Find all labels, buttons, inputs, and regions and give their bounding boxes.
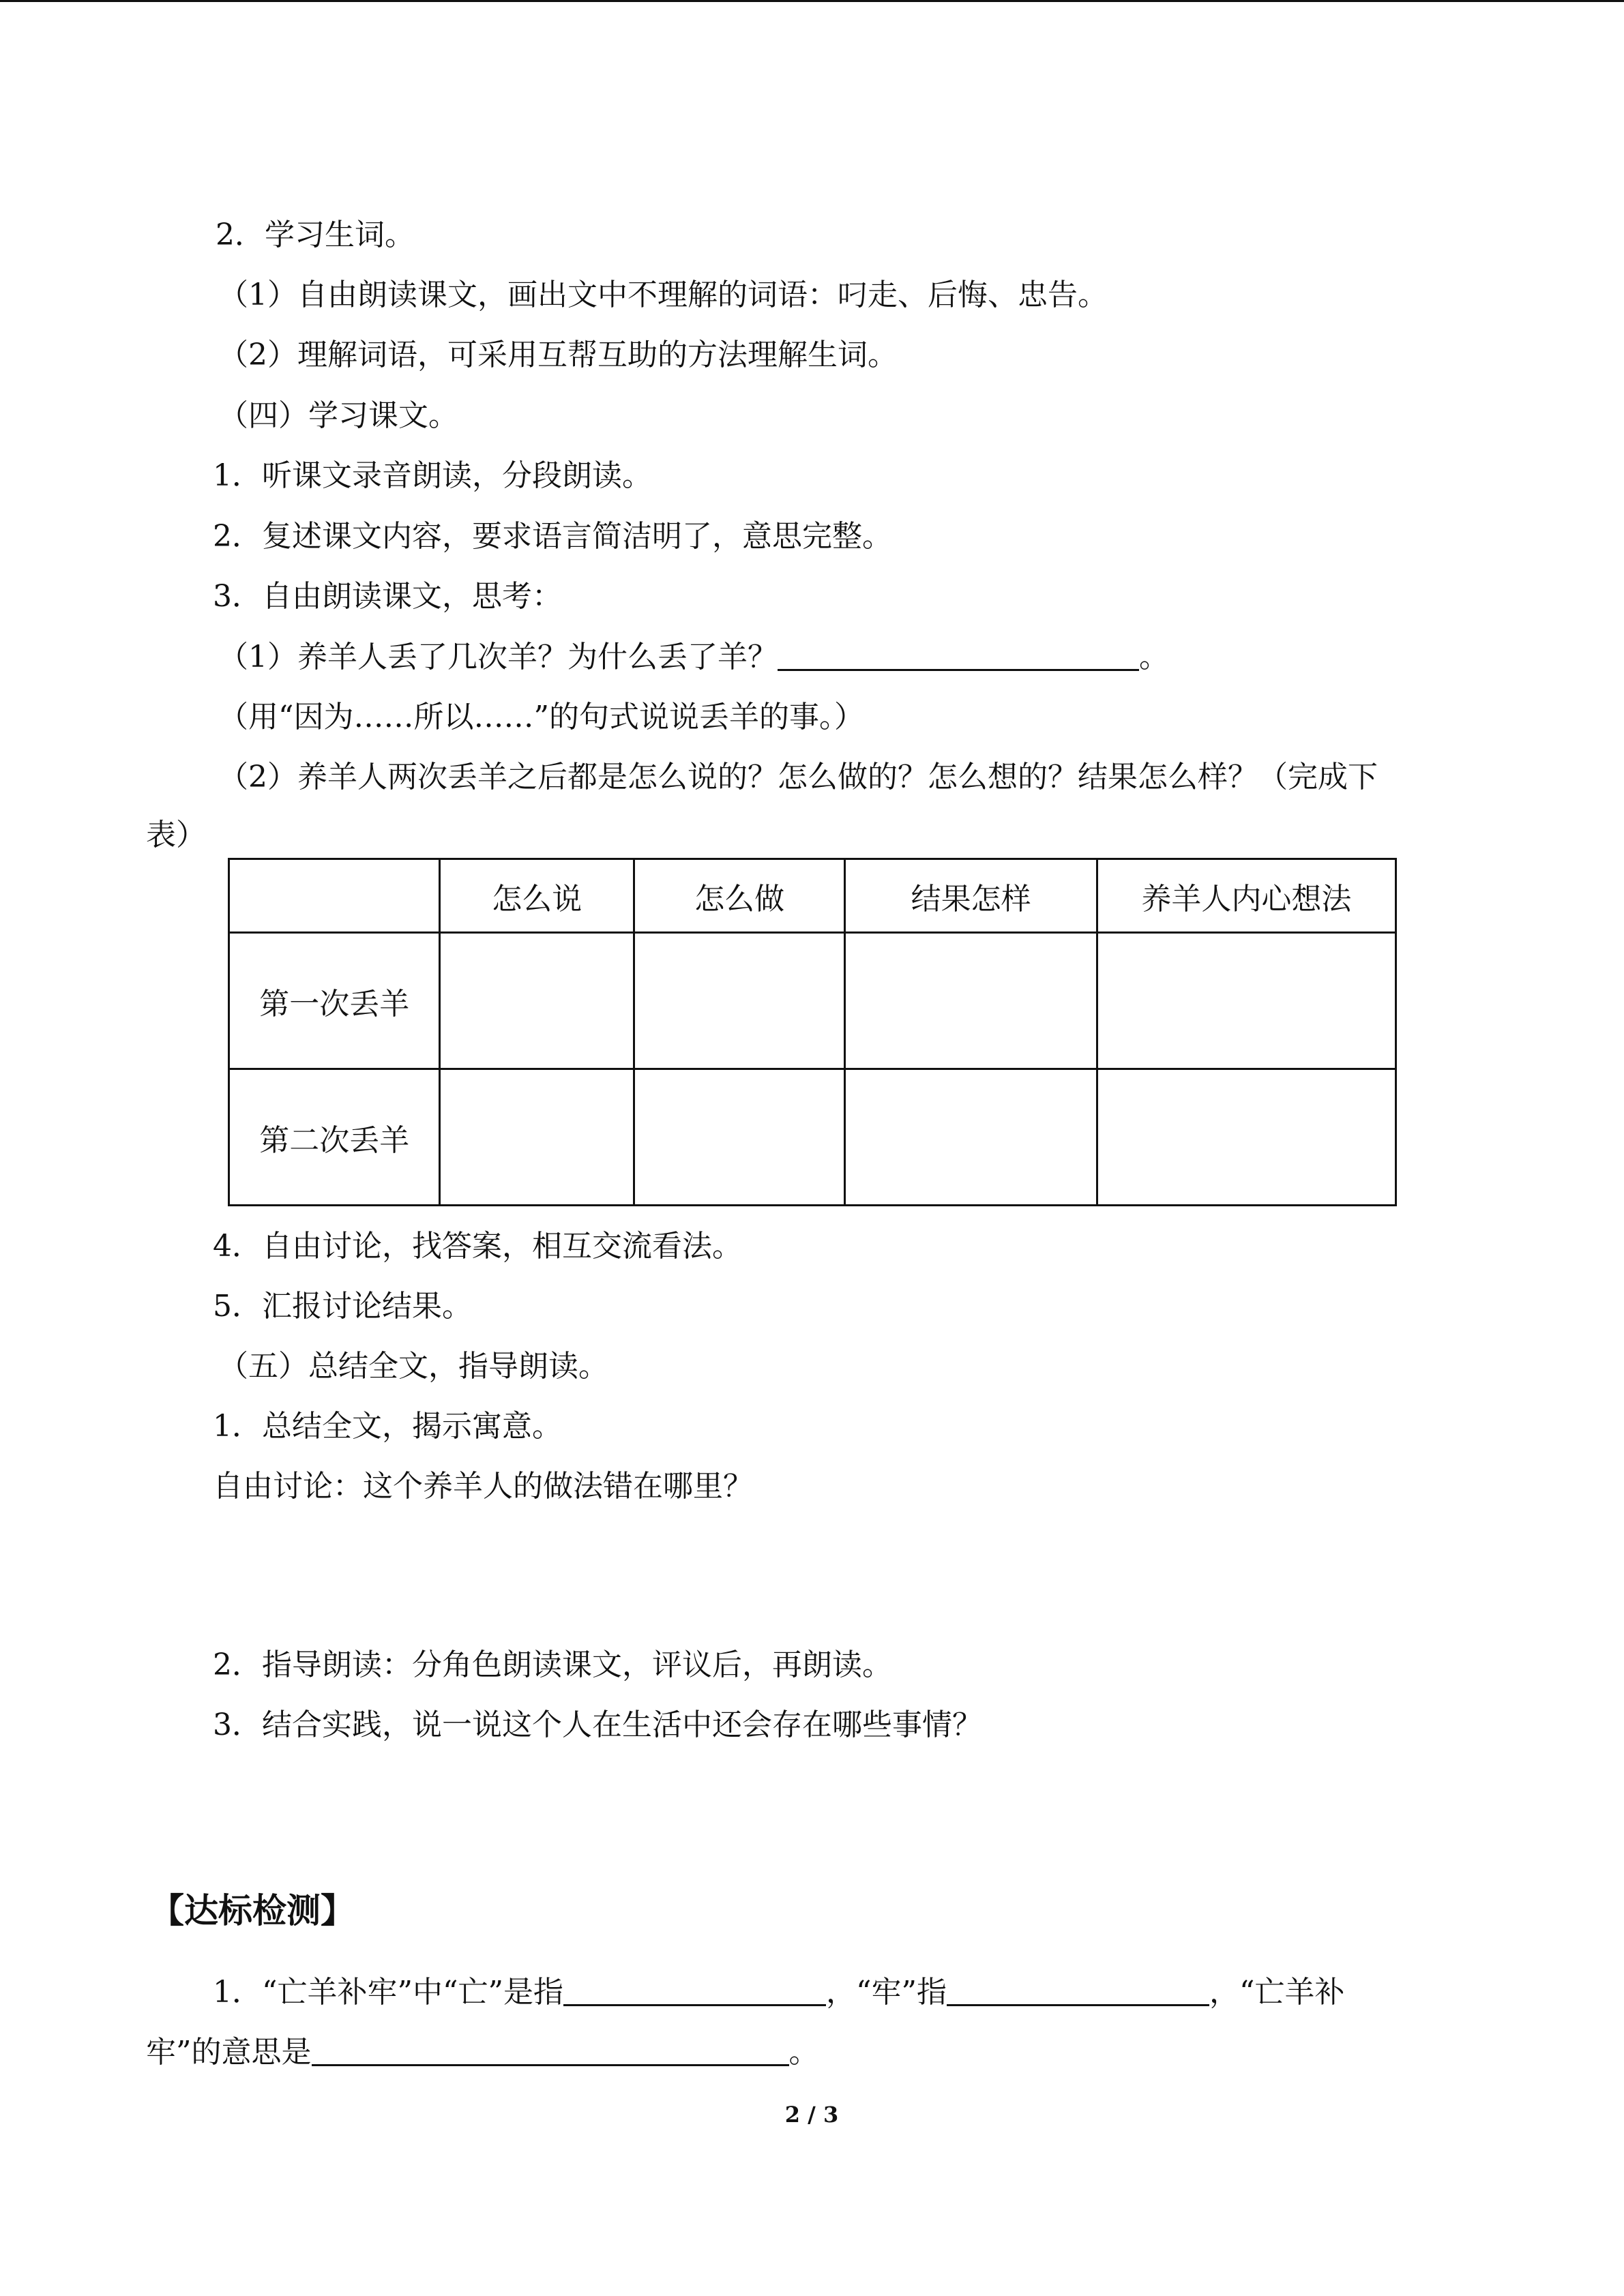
step-discuss: 4．自由讨论，找答案，相互交流看法。 — [213, 1229, 742, 1264]
q1-text-e: 。 — [788, 2035, 819, 2070]
table-cell[interactable] — [845, 933, 1097, 1069]
answer-blank-meaning[interactable] — [312, 2034, 789, 2066]
table-cell[interactable] — [440, 933, 634, 1069]
comparison-table — [228, 858, 1397, 1206]
answer-blank-wang[interactable] — [563, 1974, 826, 2006]
step-retell: 2．复述课文内容，要求语言简洁明了，意思完整。 — [213, 519, 892, 554]
answer-blank-1[interactable] — [778, 639, 1139, 671]
table-cell[interactable] — [1097, 933, 1396, 1069]
question-two-times-cont: 表） — [146, 818, 206, 852]
step-practice: 3．结合实践，说一说这个人在生活中还会存在哪些事情？ — [213, 1708, 982, 1742]
top-border — [0, 0, 1624, 2]
question-lost-sheep-end: 。 — [1139, 640, 1169, 674]
step-learn-words: 2．学习生词。 — [216, 218, 415, 252]
question-lost-sheep — [218, 637, 1169, 678]
assessment-q1-cont — [146, 2032, 819, 2073]
section-summary: （五）总结全文，指导朗读。 — [218, 1349, 608, 1384]
question-two-times: （2）养羊人两次丢羊之后都是怎么说的？怎么做的？怎么想的？结果怎么样？（完成下 — [218, 760, 1378, 794]
table-cell[interactable] — [1097, 1069, 1396, 1206]
q1-text-c: ，“亡羊补 — [1209, 1975, 1345, 2010]
answer-blank-lao[interactable] — [947, 1974, 1209, 2006]
step-think: 3．自由朗读课文，思考： — [213, 579, 562, 614]
table-cell[interactable] — [634, 933, 844, 1069]
table-cell[interactable] — [845, 1069, 1097, 1206]
row-label-second: 第二次丢羊 — [229, 1069, 440, 1206]
step-understand-words: （2）理解词语，可采用互帮互助的方法理解生词。 — [218, 338, 898, 372]
assessment-q1 — [213, 1972, 1344, 2013]
header-cell-say: 怎么说 — [440, 859, 634, 933]
header-cell-empty — [229, 859, 440, 933]
sentence-pattern-hint: （用“因为……所以……”的句式说说丢羊的事。） — [218, 700, 864, 734]
table-header-row — [229, 859, 1396, 933]
discussion-question: 自由讨论：这个养羊人的做法错在哪里？ — [213, 1469, 753, 1504]
q1-text-b: ，“牢”指 — [825, 1975, 947, 2010]
header-cell-thought: 养羊人内心想法 — [1097, 859, 1396, 933]
table-row — [229, 1069, 1396, 1206]
step-listen: 1．听课文录音朗读，分段朗读。 — [213, 458, 652, 493]
table-row — [229, 933, 1396, 1069]
step-report: 5．汇报讨论结果。 — [213, 1289, 472, 1324]
q1-text-d: 牢”的意思是 — [146, 2035, 312, 2070]
section-learn-text: （四）学习课文。 — [218, 398, 458, 433]
page-number: 2 / 3 — [784, 2102, 839, 2128]
header-cell-result: 结果怎样 — [845, 859, 1097, 933]
step-guided-reading: 2．指导朗读：分角色朗读课文，评议后，再朗读。 — [213, 1648, 892, 1682]
section-title-assessment: 【达标检测】 — [150, 1891, 355, 1930]
q1-text-a: 1．“亡羊补牢”中“亡”是指 — [213, 1975, 563, 2010]
question-lost-sheep-text: （1）养羊人丢了几次羊？为什么丢了羊？ — [218, 640, 778, 674]
header-cell-do: 怎么做 — [634, 859, 844, 933]
step-read-freely: （1）自由朗读课文，画出文中不理解的词语：叼走、后悔、忠告。 — [218, 278, 1108, 312]
step-summarize: 1．总结全文，揭示寓意。 — [213, 1409, 562, 1444]
table-cell[interactable] — [440, 1069, 634, 1206]
table-cell[interactable] — [634, 1069, 844, 1206]
row-label-first: 第一次丢羊 — [229, 933, 440, 1069]
